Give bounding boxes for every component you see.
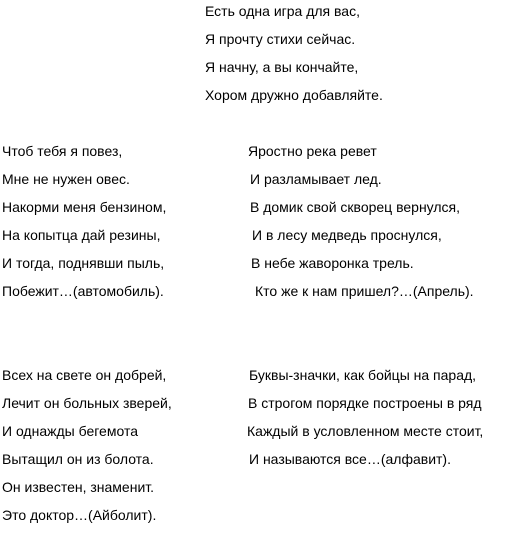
- riddle-line: Побежит…(автомобиль).: [2, 283, 164, 299]
- intro-line: Есть одна игра для вас,: [205, 3, 360, 19]
- intro-line: Хором дружно добавляйте.: [205, 87, 383, 103]
- riddle-line: И тогда, поднявши пыль,: [2, 255, 165, 271]
- riddle-line: Всех на свете он добрей,: [2, 367, 167, 383]
- riddle-line: Лечит он больных зверей,: [2, 395, 172, 411]
- riddle-line: В домик свой скворец вернулся,: [250, 199, 461, 215]
- riddle-line: На копытца дай резины,: [2, 227, 161, 243]
- riddle-line: Он известен, знаменит.: [2, 479, 155, 495]
- riddle-line: И разламывает лед.: [250, 171, 382, 187]
- riddle-line: Мне не нужен овес.: [2, 171, 130, 187]
- riddle-line: И в лесу медведь проснулся,: [252, 227, 442, 243]
- riddle-line: И однажды бегемота: [2, 423, 138, 439]
- riddle-line: Кто же к нам пришел?…(Апрель).: [255, 283, 474, 299]
- riddle-line: И называются все…(алфавит).: [249, 451, 451, 467]
- riddle-line: Чтоб тебя я повез,: [2, 143, 123, 159]
- riddle-line: Вытащил он из болота.: [2, 451, 154, 467]
- intro-line: Я начну, а вы кончайте,: [205, 59, 359, 75]
- riddle-line: Каждый в условленном месте стоит,: [247, 423, 484, 439]
- riddle-line: В небе жаворонка трель.: [251, 255, 414, 271]
- intro-line: Я прочту стихи сейчас.: [205, 31, 356, 47]
- riddle-line: Накорми меня бензином,: [2, 199, 167, 215]
- riddle-line: Буквы-значки, как бойцы на парад,: [249, 367, 477, 383]
- riddle-line: В строгом порядке построены в ряд: [248, 395, 482, 411]
- riddle-line: Это доктор…(Айболит).: [2, 507, 157, 523]
- riddle-line: Яростно река ревет: [248, 143, 377, 159]
